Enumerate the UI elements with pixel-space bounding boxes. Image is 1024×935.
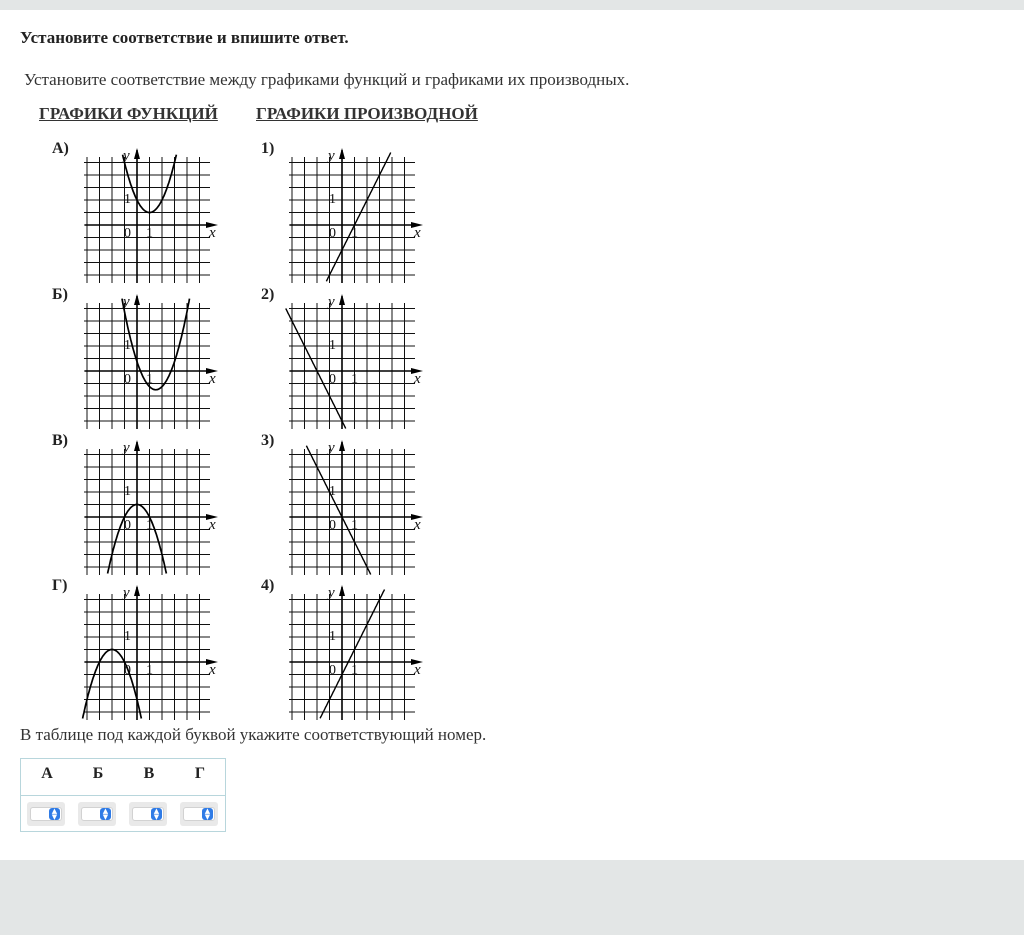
function-graph-b	[85, 286, 220, 421]
x-axis-label: x	[414, 662, 421, 678]
answer-select-v[interactable]	[129, 802, 167, 826]
y-axis-label: y	[328, 148, 335, 164]
derivative-line	[306, 446, 370, 575]
y-unit-label: 1	[124, 629, 131, 644]
x-axis-label: x	[209, 517, 216, 533]
x-axis-label: x	[209, 662, 216, 678]
y-axis-label: y	[328, 440, 335, 456]
derivatives-column-title: ГРАФИКИ ПРОИЗВОДНОЙ	[256, 104, 478, 123]
functions-column-title: ГРАФИКИ ФУНКЦИЙ	[39, 104, 218, 123]
answer-header-b: Б	[92, 765, 104, 782]
derivative-line	[326, 153, 390, 282]
function-label-g: Г)	[52, 577, 68, 594]
derivative-label-3: 3)	[261, 432, 275, 449]
y-axis-label: y	[328, 294, 335, 310]
x-unit-label: 1	[351, 226, 358, 241]
updown-chevron-icon[interactable]: ▲ ▼	[202, 808, 213, 820]
x-unit-label: 1	[351, 372, 358, 387]
origin-label: 0	[329, 372, 336, 387]
y-unit-label: 1	[124, 484, 131, 499]
answer-select-b[interactable]	[78, 802, 116, 826]
function-graph-a	[85, 140, 220, 275]
origin-label: 0	[329, 518, 336, 533]
derivative-line	[286, 309, 346, 429]
origin-label: 0	[329, 663, 336, 678]
task-card	[0, 10, 1024, 860]
y-unit-label: 1	[329, 629, 336, 644]
answer-select-g[interactable]	[180, 802, 218, 826]
derivative-graph-3	[290, 432, 425, 567]
y-unit-label: 1	[329, 338, 336, 353]
updown-chevron-icon[interactable]: ▲ ▼	[151, 808, 162, 820]
function-label-v: В)	[52, 432, 68, 449]
x-unit-label: 1	[351, 663, 358, 678]
derivative-graph-4	[290, 577, 425, 712]
y-axis-label: y	[328, 585, 335, 601]
origin-label: 0	[124, 663, 131, 678]
derivative-label-2: 2)	[261, 286, 275, 303]
x-axis-label: x	[414, 225, 421, 241]
answer-table	[20, 758, 226, 832]
y-axis-arrow	[134, 148, 140, 159]
y-unit-label: 1	[329, 484, 336, 499]
x-unit-label: 1	[146, 663, 153, 678]
function-curve	[122, 299, 190, 390]
x-unit-label: 1	[351, 518, 358, 533]
answer-header-g: Г	[194, 765, 206, 782]
x-axis-label: x	[209, 225, 216, 241]
y-axis-label: y	[123, 440, 130, 456]
y-axis-label: y	[123, 585, 130, 601]
y-axis-arrow	[134, 294, 140, 305]
function-graph-g	[85, 577, 220, 712]
x-unit-label: 1	[146, 372, 153, 387]
derivative-label-4: 4)	[261, 577, 275, 594]
x-axis-label: x	[414, 517, 421, 533]
origin-label: 0	[124, 518, 131, 533]
function-label-a: А)	[52, 140, 69, 157]
x-unit-label: 1	[146, 518, 153, 533]
derivative-label-1: 1)	[261, 140, 275, 157]
y-axis-arrow	[339, 148, 345, 159]
y-axis-label: y	[123, 148, 130, 164]
function-label-b: Б)	[52, 286, 68, 303]
derivative-graph-2	[290, 286, 425, 421]
derivative-graph-1	[290, 140, 425, 275]
task-heading: Установите соответствие и впишите ответ.	[20, 28, 349, 47]
y-axis-arrow	[339, 585, 345, 596]
answer-instruction: В таблице под каждой буквой укажите соответствующий номер.	[20, 725, 487, 744]
y-axis-arrow	[339, 294, 345, 305]
task-text: Установите соответствие между графиками функций и графиками их производных.	[24, 70, 630, 89]
origin-label: 0	[124, 372, 131, 387]
answer-select-a[interactable]	[27, 802, 65, 826]
y-axis-arrow	[134, 440, 140, 451]
y-unit-label: 1	[124, 192, 131, 207]
y-unit-label: 1	[329, 192, 336, 207]
function-graph-v	[85, 432, 220, 567]
x-axis-label: x	[414, 371, 421, 387]
answer-table-divider	[21, 795, 225, 796]
answer-header-v: В	[143, 765, 155, 782]
y-axis-label: y	[123, 294, 130, 310]
origin-label: 0	[124, 226, 131, 241]
x-unit-label: 1	[146, 226, 153, 241]
y-axis-arrow	[339, 440, 345, 451]
x-axis-label: x	[209, 371, 216, 387]
y-axis-arrow	[134, 585, 140, 596]
y-unit-label: 1	[124, 338, 131, 353]
updown-chevron-icon[interactable]: ▲ ▼	[100, 808, 111, 820]
answer-header-a: А	[41, 765, 53, 782]
origin-label: 0	[329, 226, 336, 241]
updown-chevron-icon[interactable]: ▲ ▼	[49, 808, 60, 820]
